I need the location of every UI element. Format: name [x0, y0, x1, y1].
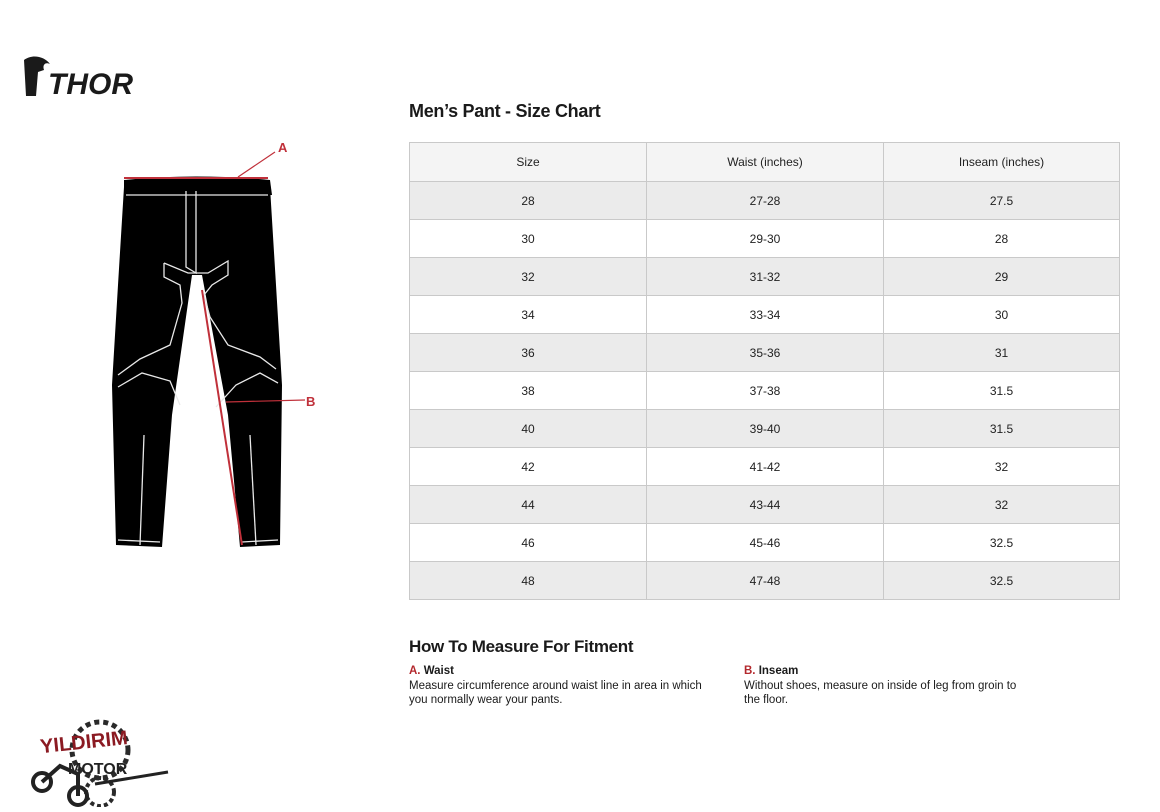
cell-size: 28	[410, 182, 647, 220]
cell-waist: 47-48	[647, 562, 884, 600]
table-row	[410, 448, 1120, 486]
dealer-logo	[20, 712, 170, 807]
cell-waist: 43-44	[647, 486, 884, 524]
cell-size: 46	[410, 524, 647, 562]
cell-waist: 35-36	[647, 334, 884, 372]
measure-title: How To Measure For Fitment	[409, 637, 634, 656]
table-row	[410, 524, 1120, 562]
table-row	[410, 372, 1120, 410]
cell-size: 36	[410, 334, 647, 372]
inseam-desc-line2: the floor.	[744, 694, 789, 706]
table-row	[410, 220, 1120, 258]
table-row	[410, 296, 1120, 334]
pants-diagram	[100, 135, 330, 555]
cell-waist: 37-38	[647, 372, 884, 410]
size-chart-title: Men’s Pant - Size Chart	[409, 101, 601, 121]
table-row	[410, 486, 1120, 524]
cell-inseam: 32.5	[884, 524, 1120, 562]
table-header-row	[410, 143, 1120, 182]
cell-inseam: 31.5	[884, 372, 1120, 410]
cell-waist: 41-42	[647, 448, 884, 486]
cell-size: 42	[410, 448, 647, 486]
cell-inseam: 32	[884, 448, 1120, 486]
cell-waist: 31-32	[647, 258, 884, 296]
cell-inseam: 31.5	[884, 410, 1120, 448]
dealer-name-line1: YILDIRIM	[39, 727, 129, 759]
measure-inseam	[744, 664, 1044, 708]
thor-logo	[22, 52, 162, 100]
cell-size: 40	[410, 410, 647, 448]
cell-waist: 27-28	[647, 182, 884, 220]
waist-label: Waist	[423, 665, 454, 677]
waist-desc-line2: you normally wear your pants.	[409, 694, 563, 706]
table-row	[410, 334, 1120, 372]
cell-waist: 33-34	[647, 296, 884, 334]
measure-waist	[409, 664, 719, 708]
cell-waist: 39-40	[647, 410, 884, 448]
inseam-desc-line1: Without shoes, measure on inside of leg from groin to	[744, 679, 1017, 692]
label-b: B	[306, 394, 316, 409]
header-waist: Waist (inches)	[647, 143, 884, 182]
brand-name: THOR	[48, 68, 133, 100]
table-row	[410, 182, 1120, 220]
table-row	[410, 410, 1120, 448]
label-a: A	[278, 140, 288, 155]
cell-waist: 29-30	[647, 220, 884, 258]
cell-size: 30	[410, 220, 647, 258]
cell-inseam: 31	[884, 334, 1120, 372]
waist-letter: A.	[409, 665, 421, 677]
cell-size: 44	[410, 486, 647, 524]
size-chart-table	[409, 142, 1120, 600]
cell-waist: 45-46	[647, 524, 884, 562]
cell-inseam: 27.5	[884, 182, 1120, 220]
inseam-label: Inseam	[758, 665, 799, 677]
cell-inseam: 32.5	[884, 562, 1120, 600]
cell-size: 38	[410, 372, 647, 410]
cell-inseam: 28	[884, 220, 1120, 258]
waist-desc-line1: Measure circumference around waist line in area in which	[409, 679, 702, 692]
cell-inseam: 32	[884, 486, 1120, 524]
table-row	[410, 562, 1120, 600]
inseam-letter: B.	[744, 665, 756, 677]
cell-size: 32	[410, 258, 647, 296]
cell-inseam: 30	[884, 296, 1120, 334]
cell-size: 48	[410, 562, 647, 600]
header-size: Size	[410, 143, 647, 182]
table-row	[410, 258, 1120, 296]
cell-size: 34	[410, 296, 647, 334]
thor-helmet-icon	[22, 52, 162, 100]
dealer-name-line2: MOTOR	[68, 761, 128, 778]
header-inseam: Inseam (inches)	[884, 143, 1120, 182]
cell-inseam: 29	[884, 258, 1120, 296]
